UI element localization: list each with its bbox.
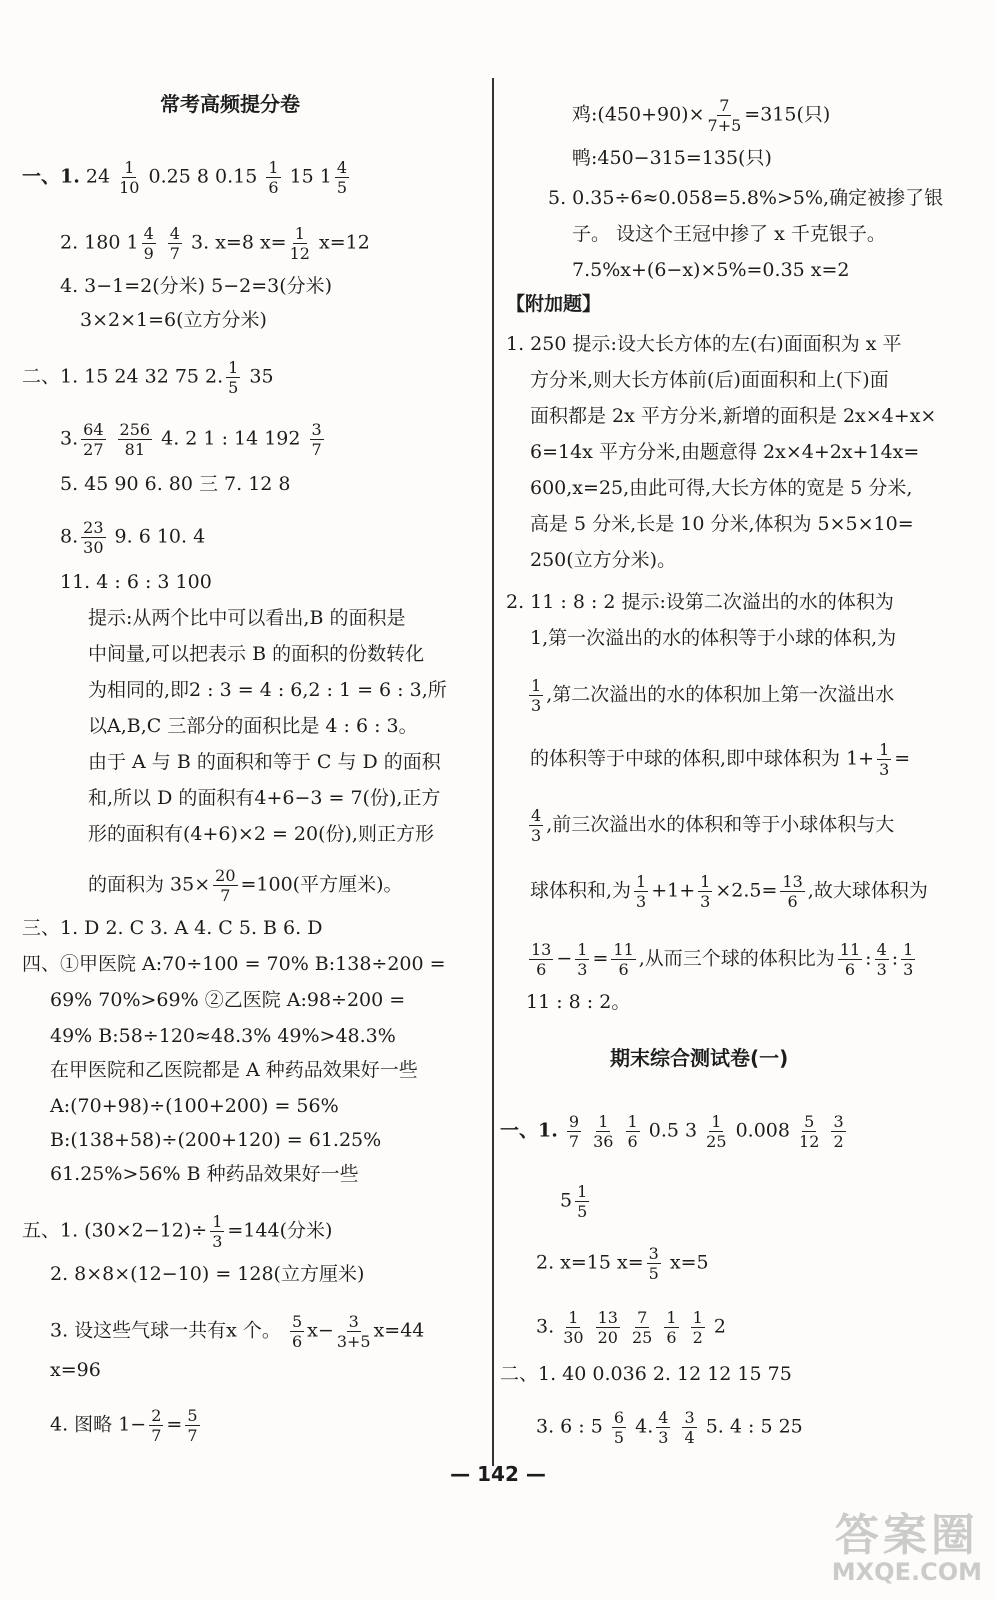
answer-line: 鸭:450−315=135(只): [572, 147, 772, 169]
answer-line: 69% 70%>69% ②乙医院 A:98÷200 =: [50, 989, 406, 1011]
answer-line: 五、1. (30×2−12)÷ $\frac{1}{3}$ =144(分米): [22, 1212, 333, 1251]
answer-line: 2. 180 1 $\frac{4}{9}$ $\frac{4}{7}$ 3. x=8 x= $\frac{1}{12}$ x=12: [60, 224, 370, 263]
hint-text: 由于 A 与 B 的面积和等于 C 与 D 的面积: [88, 751, 441, 773]
page-number: — 142 —: [450, 1462, 546, 1486]
answer-line: 6=14x 平方分米,由题意得 2x×4+2x+14x=: [530, 441, 920, 463]
hint-text: 为相同的,即2 : 3 = 4 : 6,2 : 1 = 6 : 3,所: [88, 679, 447, 701]
answer-line: 5. 0.35÷6≈0.058=5.8%>5%,确定被掺了银: [548, 187, 944, 209]
hint-text: 形的面积有(4+6)×2 = 20(份),则正方形: [88, 823, 434, 845]
answer-line: 3×2×1=6(立方分米): [80, 309, 267, 331]
answer-line: 49% B:58÷120≈48.3% 49%>48.3%: [50, 1025, 396, 1047]
answer-line: 子。 设这个王冠中掺了 x 千克银子。: [572, 223, 886, 245]
answer-line: 11. 4 : 6 : 3 100: [60, 571, 212, 593]
section-title: 期末综合测试卷(一): [610, 1046, 789, 1070]
answer-line: 一、1. 24 $\frac{1}{10}$ 0.25 8 0.15 $\frac{1}{6}$ 15 1 $\frac{4}{5}$: [22, 158, 348, 197]
answer-line: 四、①甲医院 A:70÷100 = 70% B:138÷200 =: [22, 953, 446, 975]
answer-line: 1. 250 提示:设大长方体的左(右)面面积为 x 平: [506, 333, 902, 355]
answer-line: 5. 45 90 6. 80 三 7. 12 8: [60, 473, 291, 495]
answer-line: 61.25%>56% B 种药品效果好一些: [50, 1163, 359, 1185]
answer-line: 8. $\frac{23}{30}$ 9. 6 10. 4: [60, 518, 206, 557]
answer-line: 4. 图略 1− $\frac{2}{7}$ = $\frac{5}{7}$: [50, 1406, 198, 1445]
answer-line: 二、1. 40 0.036 2. 12 12 15 75: [500, 1363, 792, 1385]
answer-line: 2. 11 : 8 : 2 提示:设第二次溢出的水的体积为: [506, 591, 894, 613]
answer-line: 球体积和,为 $\frac{1}{3}$ +1+ $\frac{1}{3}$ ×2.5= $\frac{13}{6}$ ,故大球体积为: [530, 872, 928, 911]
answer-line: 7.5%x+(6−x)×5%=0.35 x=2: [572, 259, 850, 281]
section-title: 常考高频提分卷: [160, 92, 300, 116]
answer-line: 4. 3−1=2(分米) 5−2=3(分米): [60, 275, 333, 297]
hint-text: 中间量,可以把表示 B 的面积的份数转化: [88, 643, 425, 665]
answer-line: 2. x=15 x= $\frac{3}{5}$ x=5: [536, 1244, 709, 1283]
answer-line: 在甲医院和乙医院都是 A 种药品效果好一些: [50, 1059, 418, 1081]
answer-line: 5 $\frac{1}{5}$: [560, 1182, 588, 1221]
answer-line: $\frac{4}{3}$ ,前三次溢出水的体积和等于小球体积与大: [531, 806, 895, 845]
answer-line: 鸡:(450+90)× $\frac{7}{7+5}$ =315(只): [572, 96, 831, 135]
answer-line: x=96: [50, 1359, 101, 1381]
answer-line: 3. 设这些气球一共有x 个。 $\frac{5}{6}$ x− $\frac{3}{3+5}$ x=44: [50, 1312, 425, 1351]
answer-line: $\frac{13}{6}$ − $\frac{1}{3}$ = $\frac{11}{6}$ ,从而三个球的体积比为 $\frac{11}{6}$ : $\frac{4}{3}$ : $\frac{1}{3}$: [531, 940, 914, 979]
answer-line: 的体积等于中球的体积,即中球体积为 1+ $\frac{1}{3}$ =: [530, 740, 911, 779]
answer-line: 高是 5 分米,长是 10 分米,体积为 5×5×10=: [530, 513, 914, 535]
answer-line: 2. 8×8×(12−10) = 128(立方厘米): [50, 1263, 365, 1285]
hint-text: 和,所以 D 的面积有4+6−3 = 7(份),正方: [88, 787, 441, 809]
section-heading: 【附加题】: [506, 293, 602, 315]
answer-line: 3. 6 : 5 $\frac{6}{5}$ 4. $\frac{4}{3}$ $\frac{3}{4}$ 5. 4 : 5 25: [536, 1408, 803, 1447]
answer-line: 3. $\frac{1}{30}$ $\frac{13}{20}$ $\frac{7}{25}$ $\frac{1}{6}$ $\frac{1}{2}$ 2: [536, 1308, 726, 1347]
answer-line: 方分米,则大长方体前(后)面面积和上(下)面: [530, 369, 889, 391]
hint-text: 以A,B,C 三部分的面积比是 4 : 6 : 3。: [88, 715, 418, 737]
answer-line: 三、1. D 2. C 3. A 4. C 5. B 6. D: [22, 917, 323, 939]
hint-text: 提示:从两个比中可以看出,B 的面积是: [88, 607, 406, 629]
answer-line: 3. $\frac{64}{27}$ $\frac{256}{81}$ 4. 2 1 : 14 192 $\frac{3}{7}$: [60, 420, 322, 459]
answer-line: 一、1. $\frac{9}{7}$ $\frac{1}{36}$ $\frac{1}{6}$ 0.5 3 $\frac{1}{25}$ 0.008 $\frac{5}{12}$ $\frac{3}{2}$: [500, 1112, 844, 1151]
answer-line: 面积都是 2x 平方分米,新增的面积是 2x×4+x×: [530, 405, 937, 427]
answer-line: $\frac{1}{3}$ ,第二次溢出的水的体积加上第一次溢出水: [531, 676, 895, 715]
answer-line: B:(138+58)÷(200+120) = 61.25%: [50, 1129, 382, 1151]
answer-line: 1,第一次溢出的水的体积等于小球的体积,为: [530, 627, 897, 649]
hint-text: 的面积为 35× $\frac{20}{7}$ =100(平方厘米)。: [88, 866, 403, 905]
watermark-logo: 答案圈 MXQE.COM: [831, 1510, 982, 1586]
answer-line: 600,x=25,由此可得,大长方体的宽是 5 分米,: [530, 477, 913, 499]
answer-line: 二、1. 15 24 32 75 2. $\frac{1}{5}$ 35: [22, 358, 274, 397]
answer-line: A:(70+98)÷(100+200) = 56%: [50, 1095, 339, 1117]
column-divider: [492, 78, 494, 1466]
answer-line: 250(立方分米)。: [530, 549, 677, 571]
answer-line: 11 : 8 : 2。: [526, 991, 631, 1013]
